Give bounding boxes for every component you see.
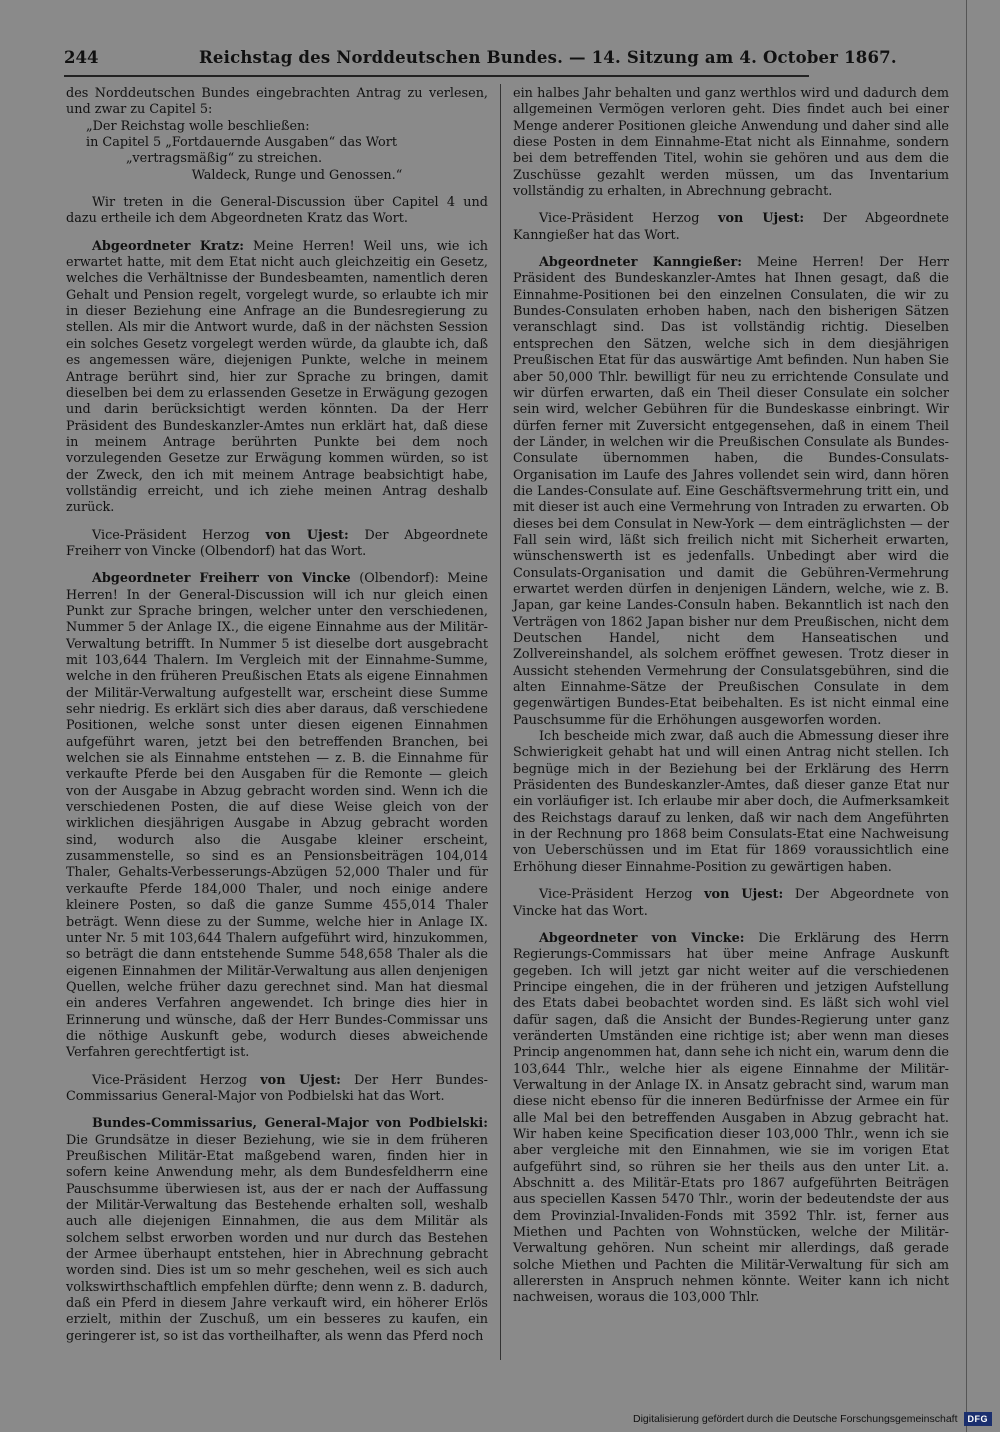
chair-name: von Ujest:: [260, 1072, 341, 1088]
speaker-name: Abgeordneter Kanngießer:: [539, 255, 743, 271]
speech-kanngiesser: [513, 255, 949, 729]
quote-line: „Der Reichstag wolle beschließen:: [86, 118, 310, 134]
chair-title: Vice-Präsident Herzog: [92, 1072, 261, 1088]
chair-remark: [66, 528, 488, 561]
right-column: [513, 86, 949, 1307]
speaker-name: Bundes-Commissarius, General-Major von Podbielski:: [92, 1116, 488, 1132]
speaker-name: Abgeordneter von Vincke:: [539, 930, 745, 946]
chair-remark: [513, 211, 949, 244]
chair-name: von Ujest:: [704, 887, 784, 903]
paragraph: des Norddeutschen Bundes eingebrachten Antrag zu verlesen, und zwar zu Capitel 5:: [66, 86, 488, 118]
motion-quote: [66, 119, 488, 184]
paragraph: Ich bescheide mich zwar, daß auch die Abmessung dieser ihre Schwierigkeit gehabt hat und will einen Antrag nicht stellen. Ich begnüge mich in der Beziehung bei der Erklärung des Herrn Präsidenten des Bundeskanzler-Amtes, daß dieser ganze Etat nur ein vorläufiger ist. Ich erlaube mir aber doch, die Aufmerksamkeit des Reichstags darauf zu lenken, daß wir nach dem Angeführten in der Rechnung pro 1868 beim Consulats-Etat eine Nachweisung von Ueberschüssen und im Etat für 1869 voraussichtlich eine Erhöhung dieser Einnahme-Position zu gewärtigen haben.: [513, 729, 949, 875]
speech-text: Die Erklärung des Herrn Regierungs-Commissars hat über meine Anfrage Auskunft gegeben. Ich will jetzt gar nicht weiter auf die verschiedenen Principe eingehen, die in der früheren und jetzigen Aufstellung des Etats dabei beobachtet worden sind. Es läßt sich wohl viel dafür sagen, daß die Ansicht der Bundes-Regierung unter ganz veränderten Umständen eine richtige ist; aber wenn man dieses Princip angenommen hat, dann sehe ich nicht ein, warum denn die 103,644 Thlr., welche hier als eigene Einnahme der Militär-Verwaltung in der Anlage IX. in Ansatz gebracht sind, warum man diese nicht ebenso für die inneren Bedürfnisse der Armee ein für alle Mal bei den betreffenden Ausgaben in Abzug gebracht hat. Wir haben keine Specification dieser 103,000 Thlr., wenn ich sie aber vergleiche mit den Einnahmen, wie sie im vorigen Etat aufgeführt sind, so rühren sie her theils aus den unter Lit. a. Abschnitt a. des Militär-Etats pro 1867 aufgeführten Beiträgen aus speciellen Kassen 5470 Thlr., worin der bedeutendste der aus dem Provinzial-Invaliden-Fonds mit 3592 Thlr. ist, ferner aus Miethen und Pachten von Wohnstücken, welche der Militär-Verwaltung gehören. Nun scheint mir allerdings, daß gerade solche Miethen und Pachten die Militär-Verwaltung für sich am allerersten in Anspruch nehmen könnte. Weiter kann ich nicht nachweisen, woraus die 103,000 Thlr.: [513, 930, 950, 1306]
speech-text: Die Grundsätze in dieser Beziehung, wie sie in dem früheren Preußischen Militär-Etat maßgebend waren, finden hier in sofern keine Anwendung mehr, als dem Bundesfeldherrn eine Pauschsumme überwiesen ist, aus der er nach der Auffassung der Militär-Verwaltung das Bestehende erhalten soll, weshalb auch alle diejenigen Einnahmen, die aus dem Militär als solchem selbst erworben worden und nur durch das Bestehen der Armee überhaupt entstehen, hier in Abrechnung gebracht worden sind. Dies ist um so mehr geschehen, weil es sich auch volkswirthschaftlich empfehlen dürfte; denn wenn z. B. dadurch, daß ein Pferd in diesem Jahre verkauft wird, ein höherer Erlös erzielt, mithin der Zuschuß, um ein besseres zu kaufen, ein geringerer ist, so ist das vortheilhafter, als wenn das Pferd noch: [66, 1132, 488, 1344]
speech-text: Meine Herren! Weil uns, wie ich erwartet hatte, mit dem Etat nicht auch gleichzeitig ein Gesetz, welches die Verhältnisse der Bundesbeamten, namentlich deren Gehalt und Pension regelt, vorgelegt wurde, so erlaubte ich mir in dieser Beziehung eine Anfrage an die Bundesregierung zu stellen. Als mir die Antwort wurde, daß in der nächsten Session ein solches Gesetz vorgelegt werden würde, da glaubte ich, daß es angemessen wäre, diejenigen Punkte, welche in meinem Antrage berührt sind, hier zur Sprache zu bringen, damit dieselben bei dem zu erlassenden Gesetze in Erwägung gezogen und darin berücksichtigt werden könnten. Da der Herr Präsident des Bundeskanzler-Amtes nun erklärt hat, daß diese in meinem Antrage berührten Punkte bei dem noch vorzulegenden Gesetze zur Erwägung kommen würden, so ist der Zweck, den ich mit meinem Antrage beabsichtigt habe, vollständig erreicht, und ich ziehe meinen Antrag deshalb zurück.: [66, 238, 488, 516]
paragraph: ein halbes Jahr behalten und ganz werthlos wird und dadurch dem allgemeinen Vermögen verloren geht. Dies findet auch bei einer Menge anderer Positionen gleiche Anwendung und daher sind alle diese Posten in dem Einnahme-Etat nicht als Einnahme, sondern bei dem betreffenden Titel, wohin sie gehören und aus dem die Zuschüsse gezahlt werden müssen, um das Inventarium vollständig zu erhalten, in Abrechnung gebracht.: [513, 86, 949, 200]
running-title: Reichstag des Norddeutschen Bundes. — 14. Sitzung am 4. October 1867.: [199, 48, 897, 67]
chair-name: von Ujest:: [718, 211, 805, 227]
chair-title: Vice-Präsident Herzog: [92, 527, 266, 543]
chair-text: Der Abgeordnete Kanngießer hat das Wort.: [513, 211, 949, 243]
page-edge-line: [966, 0, 967, 1432]
column-divider: [500, 84, 501, 1360]
chair-title: Vice-Präsident Herzog: [539, 211, 719, 227]
page-header: [64, 48, 897, 72]
speaker-name: Abgeordneter Kratz:: [92, 238, 244, 254]
speech-text: Meine Herren! Der Herr Präsident des Bundeskanzler-Amtes hat Ihnen gesagt, daß die Einnahme-Positionen bei den einzelnen Consulaten, die wir zu Bundes-Consulaten erhoben haben, nach den bisherigen Sätzen veranschlagt sind. Das ist vollständig richtig. Dieselben entsprechen den Sätzen, welche sich in dem diesjährigen Preußischen Etat für das auswärtige Amt befinden. Nun haben Sie aber 50,000 Thlr. bewilligt für neu zu errichtende Consulate und wir dürfen erwarten, daß ein Theil dieser Consulate ein solcher sein wird, welcher Gebühren für die Bundeskasse einbringt. Wir dürfen ferner mit Zuversicht entgegensehen, daß in einem Theil der Länder, in welchen wir die Preußischen Consulate als Bundes-Consulate übernommen haben, die Bundes-Consulats-Organisation im Laufe des Jahres vollendet sein wird, dann hören die Landes-Consulate auf. Eine Geschäftsvermehrung tritt ein, und mit dieser ist auch eine Vermehrung von Intraden zu erwarten. Ob dieses bei dem Consulat in New-York — dem einträglichsten — der Fall sein wird, läßt sich freilich nicht mit Sicherheit erwarten, wünschenswerth ist es jedenfalls. Unbedingt aber wird die Consulats-Organisation und damit die Gebühren-Vermehrung erwartet werden dürfen in denjenigen Ländern, welche, wie z. B. Japan, gar keine Landes-Consuln haben. Bekanntlich ist nach den Verträgen von 1862 Japan bisher nur dem Preußischen, nicht dem Deutschen Handel, nicht dem Hanseatischen und Zollvereinshandel, als solchem eröffnet gewesen. Trotz dieser in Aussicht stehenden Vermehrung der Consulatsgebühren, sind die alten Einnahme-Sätze der Preußischen Consulate in dem gegenwärtigen Bundes-Etat beibehalten. Es ist nicht einmal eine Pauschsumme für die Erhöhungen ausgeworfen worden.: [513, 255, 949, 728]
chair-remark: [66, 1073, 488, 1106]
speech-podbielski: [66, 1116, 488, 1345]
quote-line: „vertragsmäßig“ zu streichen.: [126, 151, 323, 167]
speech-vincke-2: [513, 931, 949, 1307]
quote-signature: Waldeck, Runge und Genossen.“: [191, 167, 403, 183]
chair-text: Der Abgeordnete von Vincke hat das Wort.: [513, 887, 949, 919]
header-rule: [64, 75, 809, 77]
chair-name: von Ujest:: [265, 527, 349, 543]
chair-title: Vice-Präsident Herzog: [539, 887, 705, 903]
paragraph: Wir treten in die General-Discussion über Capitel 4 und dazu ertheile ich dem Abgeordneten Kratz das Wort.: [66, 195, 488, 227]
left-column: [66, 86, 488, 1345]
chair-remark: [513, 887, 949, 920]
quote-line: in Capitel 5 „Fortdauernde Ausgaben“ das Wort: [86, 135, 397, 151]
speech-text: (Olbendorf): Meine Herren! In der General-Discussion will ich nur gleich einen Punkt zur Sprache bringen, welcher unter den verschiedenen, Nummer 5 der Anlage IX., die eigene Einnahme aus der Militär-Verwaltung betrifft. In Nummer 5 ist dieselbe dort ausgebracht mit 103,644 Thalern. Im Vergleich mit der Einnahme-Summe, welche in den früheren Preußischen Etats als eigene Einnahmen der Militär-Verwaltung aufgestellt war, erscheint diese Summe sehr niedrig. Es erklärt sich dies aber daraus, daß verschiedene Positionen, welche sonst unter diesen eigenen Einnahmen aufgeführt waren, jetzt bei den betreffenden Branchen, bei welchen sie als Einnahme entstehen — z. B. die Einnahme für verkaufte Pferde bei den Ausgaben für die Remonte — gleich von der Ausgabe in Abzug gebracht worden sind. Wenn ich die verschiedenen Posten, die auf diese Weise gleich von der wirklichen diesjährigen Ausgabe in Abzug gebracht worden sind, wodurch also die Ausgabe kleiner erscheint, zusammenstelle, so sind es an Pensionsbeiträgen 104,014 Thaler, Gehalts-Verbesserungs-Abzügen 52,000 Thaler und für verkaufte Pferde 184,000 Thaler, und noch einige andere kleinere Posten, so daß die ganze Summe 455,014 Thaler beträgt. Wenn diese zu der Summe, welche hier in Anlage IX. unter Nr. 5 mit 103,644 Thalern aufgeführt wird, hinzukommen, so beträgt die dann entstehende Summe 548,658 Thaler als die eigenen Einnahmen der Militär-Verwaltung aus allen denjenigen Quellen, welche früher dazu gerechnet sind. Man hat diesmal ein anderes Verfahren angewendet. Ich bringe dies hier in Erinnerung und wünsche, daß der Herr Bundes-Commissar uns die nöthige Auskunft gebe, wodurch dieses abweichende Verfahren gerechtfertigt ist.: [66, 571, 489, 1061]
page-number: 244: [64, 48, 99, 67]
speaker-name: Abgeordneter Freiherr von Vincke: [92, 571, 351, 587]
speech-vincke: [66, 571, 488, 1061]
digitization-footer: [633, 1410, 992, 1428]
chair-text: Der Herr Bundes-Commissarius General-Major von Podbielski hat das Wort.: [66, 1072, 488, 1104]
chair-text: Der Abgeordnete Freiherr von Vincke (Olbendorf) hat das Wort.: [66, 527, 489, 559]
dfg-logo-icon: DFG: [964, 1412, 993, 1426]
speech-kratz: [66, 239, 488, 517]
footer-text: Digitalisierung gefördert durch die Deutsche Forschungsgemeinschaft: [632, 1413, 958, 1425]
